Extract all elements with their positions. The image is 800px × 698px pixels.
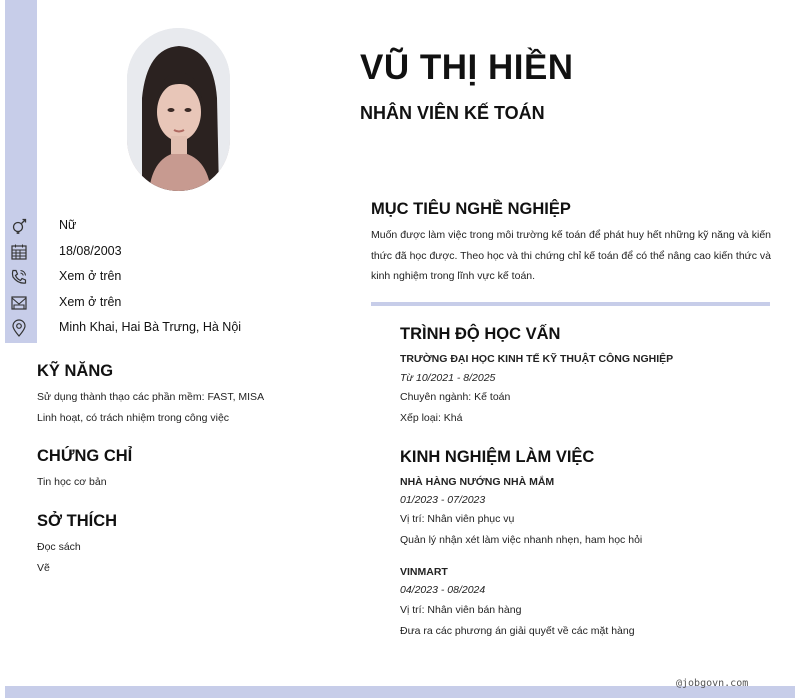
contact-phone [10, 265, 310, 289]
location-pin-icon [10, 319, 28, 337]
email-text: Xem ở trên [59, 295, 122, 309]
skill-item: Sử dụng thành thạo các phần mềm: FAST, MISA [37, 391, 265, 403]
contact-email [10, 291, 310, 315]
job-company: VINMART [400, 566, 448, 578]
phone-icon [10, 268, 28, 286]
skills-title: KỸ NĂNG [37, 362, 114, 380]
job-period: 01/2023 - 07/2023 [400, 494, 486, 506]
education-title: TRÌNH ĐỘ HỌC VẤN [400, 325, 561, 343]
phone-text: Xem ở trên [59, 269, 122, 283]
objective-title: MỤC TIÊU NGHỀ NGHIỆP [371, 200, 571, 218]
certificates-title: CHỨNG CHỈ [37, 447, 133, 465]
gender-text: Nữ [59, 218, 77, 232]
certificate-item: Tin học cơ bản [37, 476, 107, 488]
address-text: Minh Khai, Hai Bà Trưng, Hà Nội [59, 320, 242, 334]
profile-photo [127, 28, 230, 191]
hobby-item: Đọc sách [37, 541, 81, 553]
email-icon [10, 294, 28, 312]
education-period: Từ 10/2021 - 8/2025 [400, 372, 496, 384]
contact-birthdate [10, 240, 310, 264]
objective-text: Muốn được làm việc trong môi trường kế toán để phát huy hết những kỹ năng và kiến thức đã học được. Theo học và thi chứng chỉ kế toán để có thể nâng cao kiến thức và kinh nghiệm trong lĩnh vực kế toán. [371, 229, 771, 282]
education-rank: Xếp loại: Khá [400, 412, 463, 424]
job-position: Vị trí: Nhân viên bán hàng [400, 604, 522, 616]
job-period: 04/2023 - 08/2024 [400, 584, 486, 596]
job-note: Đưa ra các phương án giải quyết về các mặt hàng [400, 625, 635, 637]
portrait-image [127, 28, 230, 191]
watermark: @jobgovn.com [676, 678, 749, 689]
candidate-name: VŨ THỊ HIỀN [360, 48, 574, 87]
section-divider [371, 302, 770, 306]
gender-icon [10, 217, 28, 235]
job-note: Quản lý nhận xét làm việc nhanh nhẹn, ham học hỏi [400, 534, 643, 546]
hobby-item: Vẽ [37, 562, 50, 574]
birthdate-text: 18/08/2003 [59, 244, 122, 258]
school-name: TRƯỜNG ĐẠI HỌC KINH TẾ KỸ THUẬT CÔNG NGHIỆP [400, 353, 674, 365]
skill-item: Linh hoạt, có trách nhiệm trong công việc [37, 412, 230, 424]
contact-gender [10, 214, 310, 238]
job-position: Vị trí: Nhân viên phục vụ [400, 513, 515, 525]
education-major: Chuyên ngành: Kế toán [400, 391, 511, 403]
calendar-icon [10, 243, 28, 261]
job-title: NHÂN VIÊN KẾ TOÁN [360, 103, 545, 123]
contact-address [10, 316, 310, 340]
hobbies-title: SỞ THÍCH [37, 512, 118, 530]
experience-title: KINH NGHIỆM LÀM VIỆC [400, 448, 595, 466]
job-company: NHÀ HÀNG NƯỚNG NHÀ MẮM [400, 476, 555, 488]
